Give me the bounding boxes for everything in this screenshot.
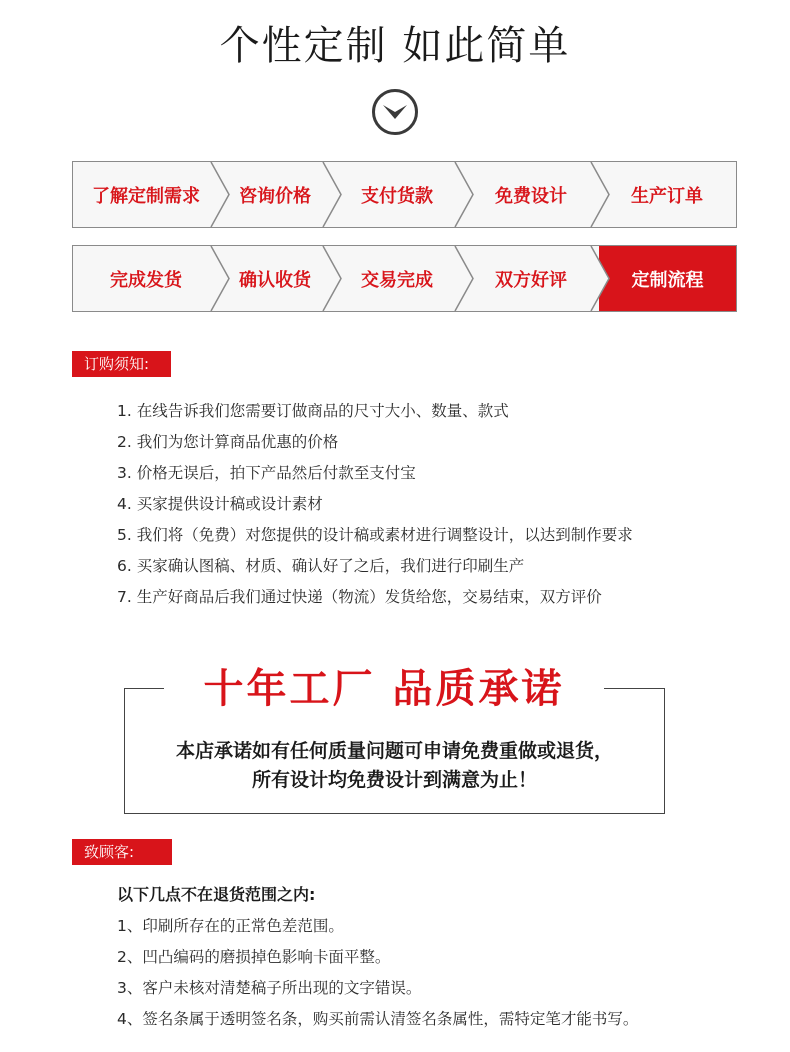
step-separator-chevron — [589, 246, 611, 311]
step-confirm-receipt: 确认收货 — [239, 269, 311, 291]
step-pay: 支付货款 — [361, 185, 433, 207]
list-item: 3. 价格无误后，拍下产品然后付款至支付宝 — [117, 464, 416, 482]
order-notes-list — [117, 398, 633, 615]
list-item: 6. 买家确认图稿、材质、确认好了之后，我们进行印刷生产 — [117, 557, 525, 575]
quality-promise-text: 所有设计均免费设计到满意为止！ — [251, 769, 537, 791]
quality-promise-title: 十年工厂 品质承诺 — [164, 664, 604, 714]
step-mutual-review: 双方好评 — [495, 269, 567, 291]
step-inquire-price: 咨询价格 — [239, 185, 311, 207]
process-steps-row-1 — [72, 161, 737, 228]
list-item: 4. 买家提供设计稿或设计素材 — [117, 495, 323, 513]
customer-notice-tag: 致顾客: — [72, 839, 172, 865]
step-shipping: 完成发货 — [110, 269, 182, 291]
exclusions-heading: 以下几点不在退货范围之内: — [117, 885, 316, 904]
list-item: 4、签名条属于透明签名条，购买前需认清签名条属性，需特定笔才能书写。 — [117, 1010, 639, 1028]
list-item: 7. 生产好商品后我们通过快递（物流）发货给您，交易结束，双方评价 — [117, 588, 602, 606]
list-item: 1、印刷所存在的正常色差范围。 — [117, 917, 344, 935]
quality-promise-text: 本店承诺如有任何质量问题可申请免费重做或退货， — [175, 740, 613, 762]
list-item: 1. 在线告诉我们您需要订做商品的尺寸大小、数量、款式 — [117, 402, 509, 420]
process-steps-row-2 — [72, 245, 737, 312]
step-free-design: 免费设计 — [495, 185, 567, 207]
page-title: 个性定制 如此简单 — [219, 23, 571, 69]
list-item: 2、凹凸编码的磨损掉色影响卡面平整。 — [117, 948, 391, 966]
order-notes-tag: 订购须知: — [72, 351, 171, 377]
list-item: 3、客户未核对清楚稿子所出现的文字错误。 — [117, 979, 422, 997]
step-deal-complete: 交易完成 — [361, 269, 433, 291]
exclusions-list — [117, 913, 638, 1037]
step-production-order: 生产订单 — [631, 185, 703, 207]
chevron-down-circle-icon — [371, 88, 419, 136]
list-item: 2. 我们为您计算商品优惠的价格 — [117, 433, 339, 451]
step-custom-process-active: 定制流程 — [599, 246, 736, 311]
list-item: 5. 我们将（免费）对您提供的设计稿或素材进行调整设计，以达到制作要求 — [117, 526, 633, 544]
step-understand-needs: 了解定制需求 — [92, 185, 200, 207]
